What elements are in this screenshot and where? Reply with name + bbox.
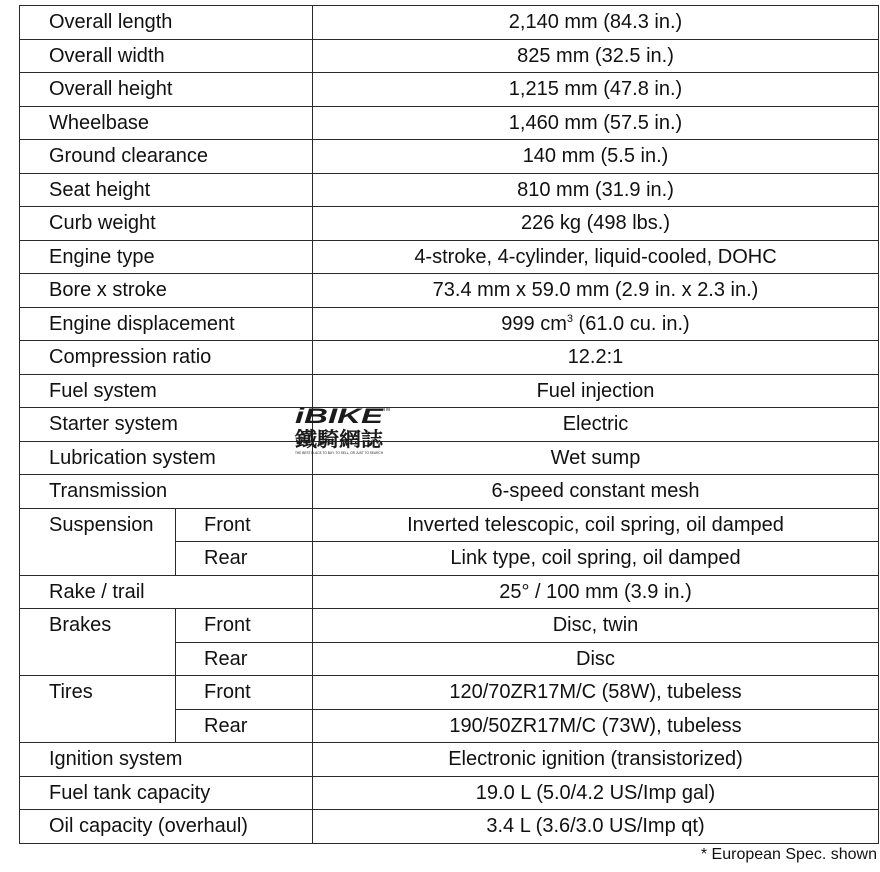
table-row (20, 39, 879, 73)
table-row (20, 676, 879, 710)
cubic-superscript: 3 (566, 312, 573, 325)
spec-value: Electronic ignition (transistorized) (313, 743, 879, 777)
table-row (20, 609, 879, 643)
spec-label: Lubrication system (20, 441, 313, 475)
spec-label: Seat height (20, 173, 313, 207)
spec-value: 19.0 L (5.0/4.2 US/Imp gal) (313, 776, 879, 810)
table-row (20, 73, 879, 107)
spec-label: Ignition system (20, 743, 313, 777)
ibike-watermark-logo (293, 404, 391, 456)
spec-label: Oil capacity (overhaul) (20, 810, 313, 844)
spec-value: 1,215 mm (47.8 in.) (313, 73, 879, 107)
table-row (20, 508, 879, 542)
table-row (20, 743, 879, 777)
spec-group-label: Tires (20, 676, 176, 743)
spec-sub-label: Rear (176, 709, 313, 743)
table-row (20, 274, 879, 308)
table-row (20, 776, 879, 810)
spec-label: Starter system (20, 408, 313, 442)
watermark-chinese: 鐵騎網誌 (293, 427, 385, 451)
spec-label: Overall width (20, 39, 313, 73)
spec-value: 1,460 mm (57.5 in.) (313, 106, 879, 140)
table-row (20, 408, 879, 442)
table-row (20, 341, 879, 375)
spec-label: Compression ratio (20, 341, 313, 375)
spec-value: 6-speed constant mesh (313, 475, 879, 509)
table-row (20, 240, 879, 274)
spec-value: Electric (313, 408, 879, 442)
spec-value: 3.4 L (3.6/3.0 US/Imp qt) (313, 810, 879, 844)
spec-table (19, 5, 879, 844)
spec-label: Rake / trail (20, 575, 313, 609)
table-row (20, 810, 879, 844)
spec-label: Fuel tank capacity (20, 776, 313, 810)
spec-value: Disc, twin (313, 609, 879, 643)
spec-label: Overall height (20, 73, 313, 107)
spec-value: 25° / 100 mm (3.9 in.) (313, 575, 879, 609)
spec-label: Transmission (20, 475, 313, 509)
spec-sub-label: Rear (176, 642, 313, 676)
watermark-brand: iBIKE (295, 405, 385, 428)
table-row (20, 475, 879, 509)
spec-sub-label: Rear (176, 542, 313, 576)
table-row (20, 173, 879, 207)
spec-label: Wheelbase (20, 106, 313, 140)
displacement-value: 999 cm (501, 312, 567, 335)
spec-value: 2,140 mm (84.3 in.) (313, 6, 879, 40)
spec-value: Inverted telescopic, coil spring, oil damped (313, 508, 879, 542)
spec-label: Curb weight (20, 207, 313, 241)
spec-sub-label: Front (176, 676, 313, 710)
spec-label: Overall length (20, 6, 313, 40)
spec-sub-label: Front (176, 508, 313, 542)
table-row (20, 374, 879, 408)
table-row (20, 106, 879, 140)
spec-value: 73.4 mm x 59.0 mm (2.9 in. x 2.3 in.) (313, 274, 879, 308)
spec-value: 140 mm (5.5 in.) (313, 140, 879, 174)
watermark-tagline: THE BEST PLACE TO BUY, TO SELL, OR JUST TO SEARCH (295, 450, 384, 455)
table-row (20, 207, 879, 241)
spec-sub-label: Front (176, 609, 313, 643)
spec-value: 12.2:1 (313, 341, 879, 375)
spec-value: 226 kg (498 lbs.) (313, 207, 879, 241)
displacement-imperial: (61.0 cu. in.) (573, 312, 690, 335)
spec-label: Ground clearance (20, 140, 313, 174)
spec-value: 4-stroke, 4-cylinder, liquid-cooled, DOHC (313, 240, 879, 274)
spec-label: Fuel system (20, 374, 313, 408)
spec-value (313, 307, 879, 341)
spec-label: Bore x stroke (20, 274, 313, 308)
table-row (20, 307, 879, 341)
spec-value: 810 mm (31.9 in.) (313, 173, 879, 207)
spec-group-label: Brakes (20, 609, 176, 676)
spec-value: Disc (313, 642, 879, 676)
spec-value: Fuel injection (313, 374, 879, 408)
spec-label: Engine type (20, 240, 313, 274)
spec-value: Wet sump (313, 441, 879, 475)
table-row (20, 6, 879, 40)
footnote: * European Spec. shown (700, 846, 877, 863)
spec-group-label: Suspension (20, 508, 176, 575)
spec-value: Link type, coil spring, oil damped (313, 542, 879, 576)
table-row (20, 140, 879, 174)
table-row (20, 575, 879, 609)
table-row (20, 441, 879, 475)
spec-value: 190/50ZR17M/C (73W), tubeless (313, 709, 879, 743)
spec-value: 825 mm (32.5 in.) (313, 39, 879, 73)
spec-value: 120/70ZR17M/C (58W), tubeless (313, 676, 879, 710)
watermark-tm: TM (383, 407, 391, 413)
spec-label: Engine displacement (20, 307, 313, 341)
